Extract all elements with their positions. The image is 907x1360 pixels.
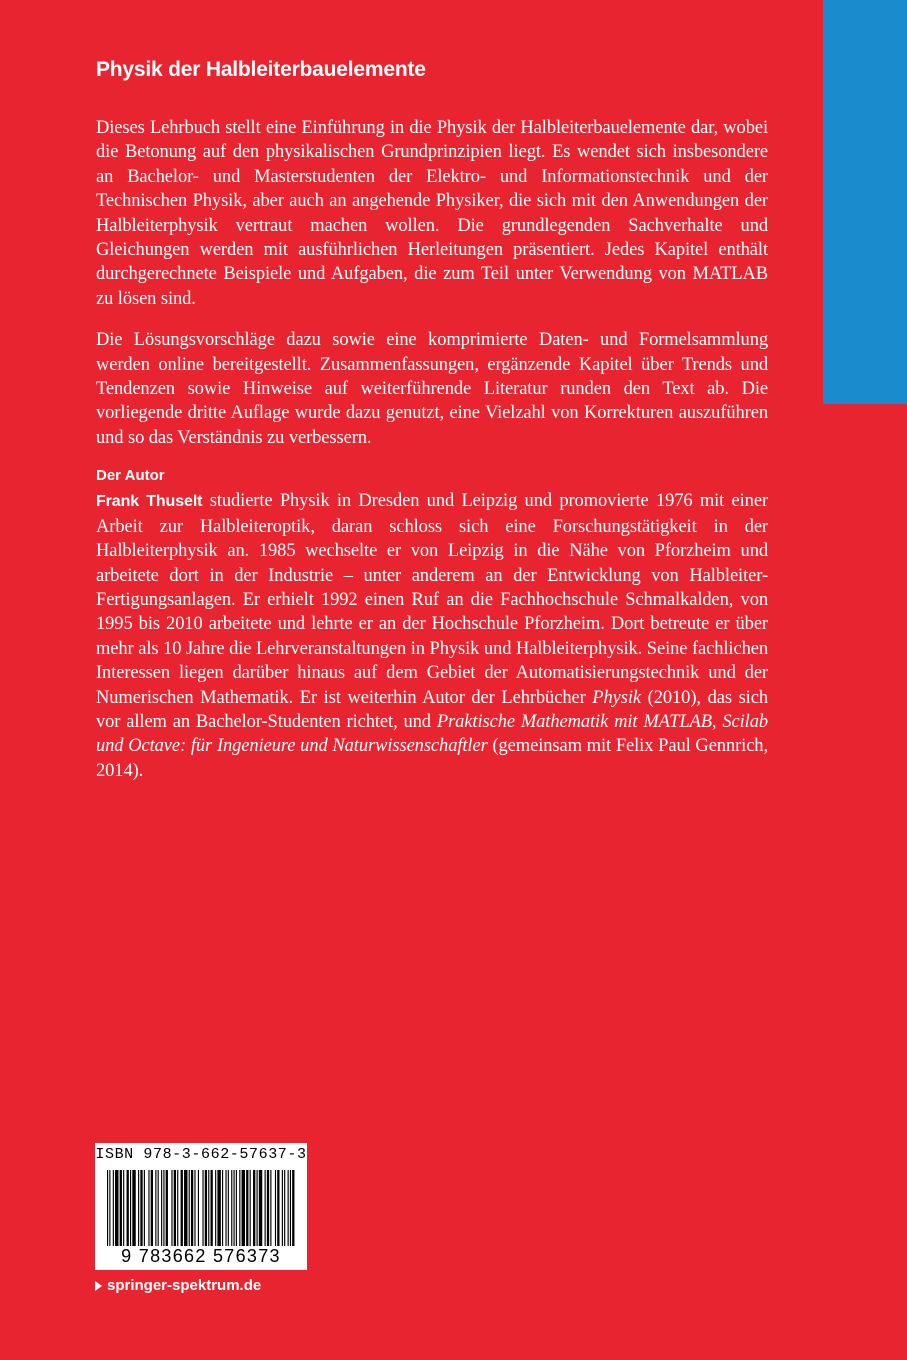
back-cover-text (96, 58, 768, 800)
accent-color-tab (823, 0, 907, 404)
arrow-right-icon (95, 1281, 102, 1291)
author-bio (96, 489, 768, 783)
isbn-barcode (95, 1143, 307, 1270)
description-paragraph-1: Dieses Lehrbuch stellt eine Einführung in die Physik der Halbleiterbauelemente dar, wobei die Betonung auf den physikalischen Grundprinzipien liegt. Es wendet sich insbesondere an Bachelor- und Masterstudenten der Elektro- und Informationstechnik und der Technischen Physik, aber auch an angehende Physiker, die sich mit den Anwendungen der Halbleiterphysik vertraut machen wollen. Die grundlegenden Sachverhalte und Gleichungen werden mit ausführlichen Herleitungen präsentiert. Jedes Kapitel enthält durchgerechnete Beispiele und Aufgaben, die zum Teil unter Verwendung von MATLAB zu lösen sind. (96, 118, 768, 309)
book-title: Physik der Halbleiterbauelemente (96, 58, 426, 81)
author-heading: Der Autor (96, 467, 165, 485)
barcode-digits: 9 783662 576373 (121, 1246, 281, 1266)
barcode-bars (107, 1170, 295, 1246)
author-bio-text-2: (2010), das sich vor allem an Bachelor-Studenten richtet, und (96, 687, 768, 732)
author-name: Frank Thuselt (96, 493, 203, 511)
book-reference-mathematik: Praktische Mathematik mit MATLAB, Scilab und Octave: für Ingenieure und Naturwissenschaftler (96, 711, 768, 757)
website-link[interactable] (95, 1277, 261, 1294)
description-paragraph-2: Die Lösungsvorschläge dazu sowie eine komprimierte Daten- und Formelsammlung werden online bereitgestellt. Zusammenfassungen, ergänzende Kapitel über Trends und Tendenzen sowie Hinweise auf weiterführende Literatur runden den Text ab. Die vorliegende dritte Auflage wurde dazu genutzt, eine Vielzahl von Korrekturen auszuführen und so das Verständnis zu verbessern. (96, 330, 768, 448)
isbn-label: ISBN 978-3-662-57637-3 (95, 1146, 307, 1163)
author-bio-text-3: (gemeinsam mit Felix Paul Gennrich, 2014). (96, 736, 768, 781)
website-url: springer-spektrum.de (107, 1277, 262, 1294)
book-reference-physik: Physik (592, 687, 642, 708)
author-bio-text-1: studierte Physik in Dresden und Leipzig und promovierte 1976 mit einer Arbeit zur Halbleiteroptik, daran schloss sich eine Forschungstätigkeit in der Halbleiterphysik an. 1985 wechselte er von Leipzig in die Nähe von Pforzheim und arbeitete dort in der Industrie – unter anderem an der Entwicklung von Halbleiter-Fertigungsanlagen. Er erhielt 1992 einen Ruf an die Fachhochschule Schmalkalden, von 1995 bis 2010 arbeitete und lehrte er an der Hochschule Pforzheim. Dort betreute er über mehr als 10 Jahre die Lehrveranstaltungen in Physik und Halbleiterphysik. Seine fachlichen Interessen liegen darüber hinaus auf dem Gebiet der Automatisierungstechnik und der Numerischen Mathematik. Er ist weiterhin Autor der Lehrbücher (96, 491, 769, 708)
